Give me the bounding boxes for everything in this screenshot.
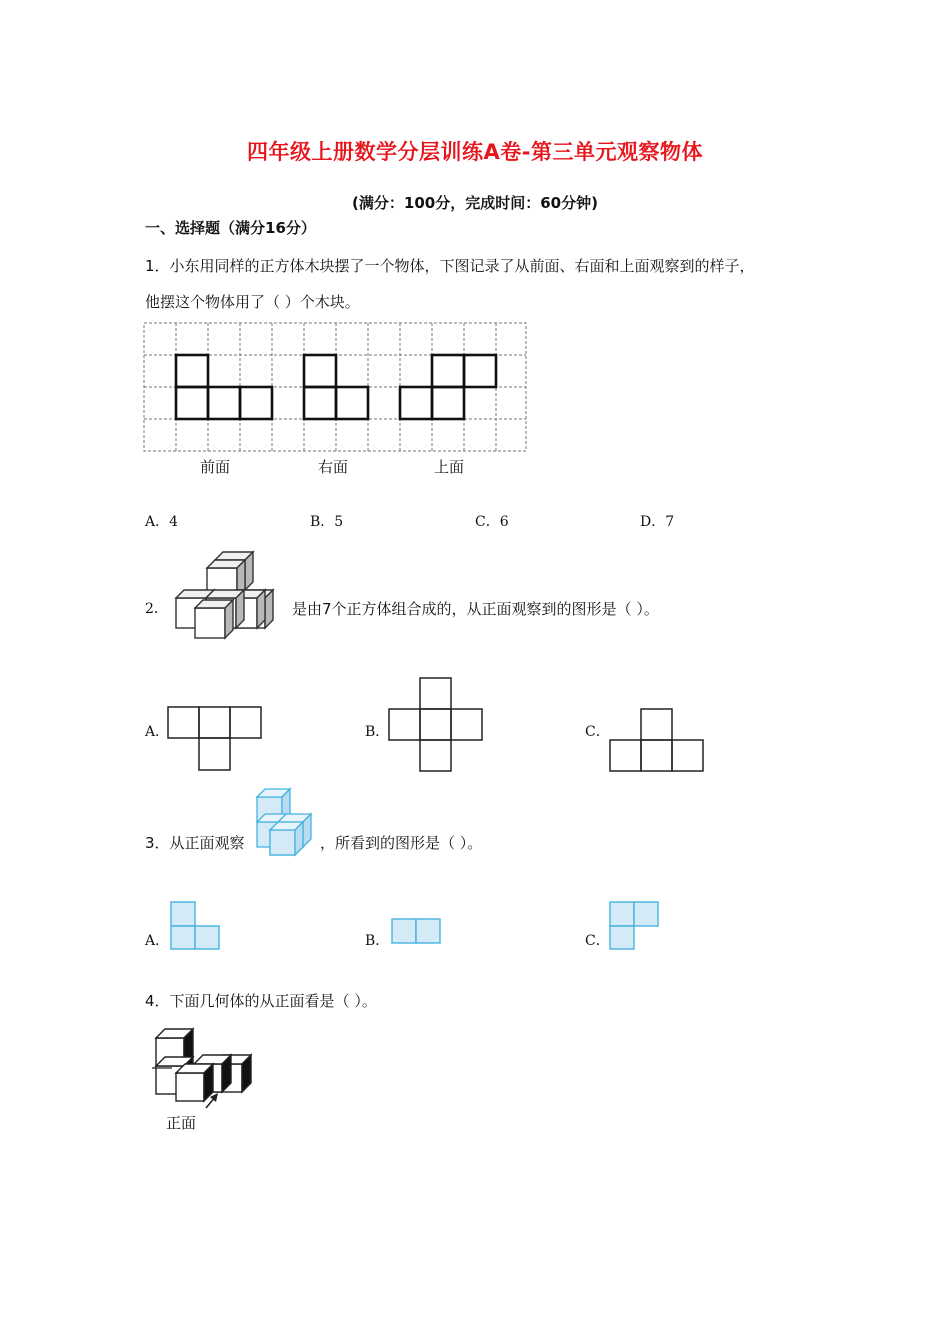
q1-text-line1: 1．小东用同样的正方体木块摆了一个物体，下图记录了从前面、右面和上面观察到的样子， [145, 257, 755, 275]
q3-option-b-figure[interactable] [391, 918, 443, 946]
page-title: 四年级上册数学分层训练A卷-第三单元观察物体 [247, 140, 703, 164]
q3-option-c-figure[interactable] [609, 901, 661, 951]
q3-text-suffix: ，所看到的图形是（ ）。 [320, 834, 483, 852]
q3-option-c[interactable]: C． [585, 933, 610, 949]
q1-views-grid [143, 322, 528, 454]
q3-option-a-figure[interactable] [170, 901, 222, 951]
q4-front-label: 正面 [166, 1114, 197, 1132]
q2-number: 2． [145, 601, 168, 617]
q2-option-a[interactable]: A． [145, 724, 170, 740]
q2-cube-figure [170, 548, 280, 640]
q4-solid-figure [150, 1024, 262, 1110]
q1-option-d[interactable]: D．7 [640, 514, 675, 530]
q1-label-front: 前面 [200, 458, 231, 476]
q2-option-a-figure[interactable] [167, 706, 265, 774]
q1-label-top: 上面 [434, 458, 465, 476]
q3-cube-figure [254, 786, 318, 860]
q3-option-b[interactable]: B． [365, 933, 390, 949]
q1-option-a[interactable]: A．4 [145, 514, 179, 530]
q1-label-right: 右面 [318, 458, 349, 476]
page-subtitle: (满分：100分，完成时间：60分钟) [352, 194, 598, 212]
section-heading: 一、选择题（满分16分） [145, 219, 316, 237]
q2-option-b[interactable]: B． [365, 724, 390, 740]
q2-option-c[interactable]: C． [585, 724, 610, 740]
q2-text: 是由7个正方体组合成的，从正面观察到的图形是（ ）。 [292, 600, 659, 618]
q3-option-a[interactable]: A． [145, 933, 170, 949]
q4-text: 4．下面几何体的从正面看是（ ）。 [145, 992, 377, 1010]
q1-option-c[interactable]: C．6 [475, 514, 509, 530]
q1-text-line2: 他摆这个物体用了（ ）个木块。 [145, 293, 360, 311]
q2-option-b-figure[interactable] [388, 677, 486, 775]
q3-text-prefix: 3．从正面观察 [145, 834, 245, 852]
q2-option-c-figure[interactable] [609, 708, 707, 774]
q1-option-b[interactable]: B．5 [310, 514, 344, 530]
